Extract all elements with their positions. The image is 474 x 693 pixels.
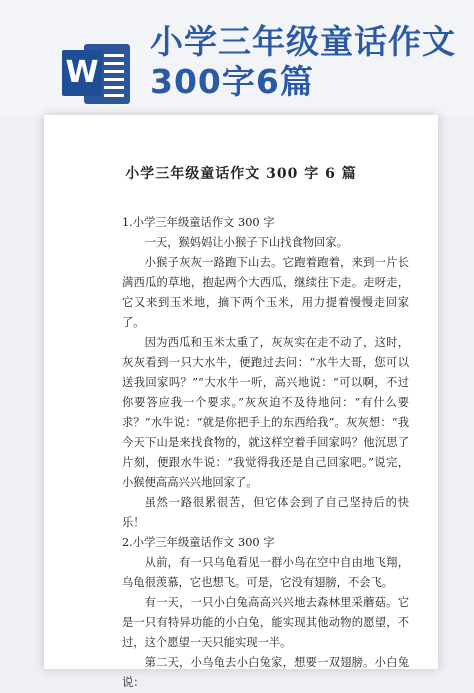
header-banner [0,0,474,115]
banner-title: 小学三年级童话作文300字6篇 [150,22,456,101]
paragraph: 从前，有一只乌龟看见一群小鸟在空中自由地飞翔，乌龟很羡慕，它也想飞。可是，它没有翅膀，不会飞。 [122,556,409,589]
paragraph: 小猴子灰灰一路跑下山去。它跑着跑着，来到一片长满西瓜的草地，抱起两个大西瓜，继续往下走。走呀走，它又来到玉米地，摘下两个玉米，用力提着慢慢走回家了。 [122,256,409,329]
paragraph: 第二天，小乌龟去小白兔家，想要一双翅膀。小白兔说： [122,656,409,689]
paragraph: 有一天，一只小白兔高高兴兴地去森林里采蘑菇。它是一只有特异功能的小白兔，能实现其他动物的愿望，不过，这个愿望一天只能实现一半。 [122,596,409,649]
paragraph: 因为西瓜和玉米太重了，灰灰实在走不动了，这时，灰灰看到一只大水牛，便跑过去问：“水牛大哥，您可以送我回家吗？”“大水牛一听，高兴地说：“可以啊，不过你要答应我一个要求。”灰灰迫不及待地问：“有什么要求？”水牛说：“就是你把手上的东西给我”。灰灰想：“我今天下山是来找食物的，就这样空着手回家吗？他沉思了片刻，便跟水牛说：“我觉得我还是自己回家吧。”说完，小猴便高高兴兴地回家了。 [122,336,409,489]
document-body [122,213,409,693]
paragraph: 一天，猴妈妈让小猴子下山找食物回家。 [144,236,348,249]
paragraph: 虽然一路很累很苦，但它体会到了自己坚持后的快乐！ [122,496,409,529]
document-page [44,115,438,689]
section-heading: 1.小学三年级童话作文 300 字 [122,216,275,229]
word-letter: W [62,50,102,96]
document-title: 小学三年级童话作文 300 字 6 篇 [125,166,357,182]
section-heading: 2.小学三年级童话作文 300 字 [122,536,275,549]
word-doc-icon [60,36,134,110]
